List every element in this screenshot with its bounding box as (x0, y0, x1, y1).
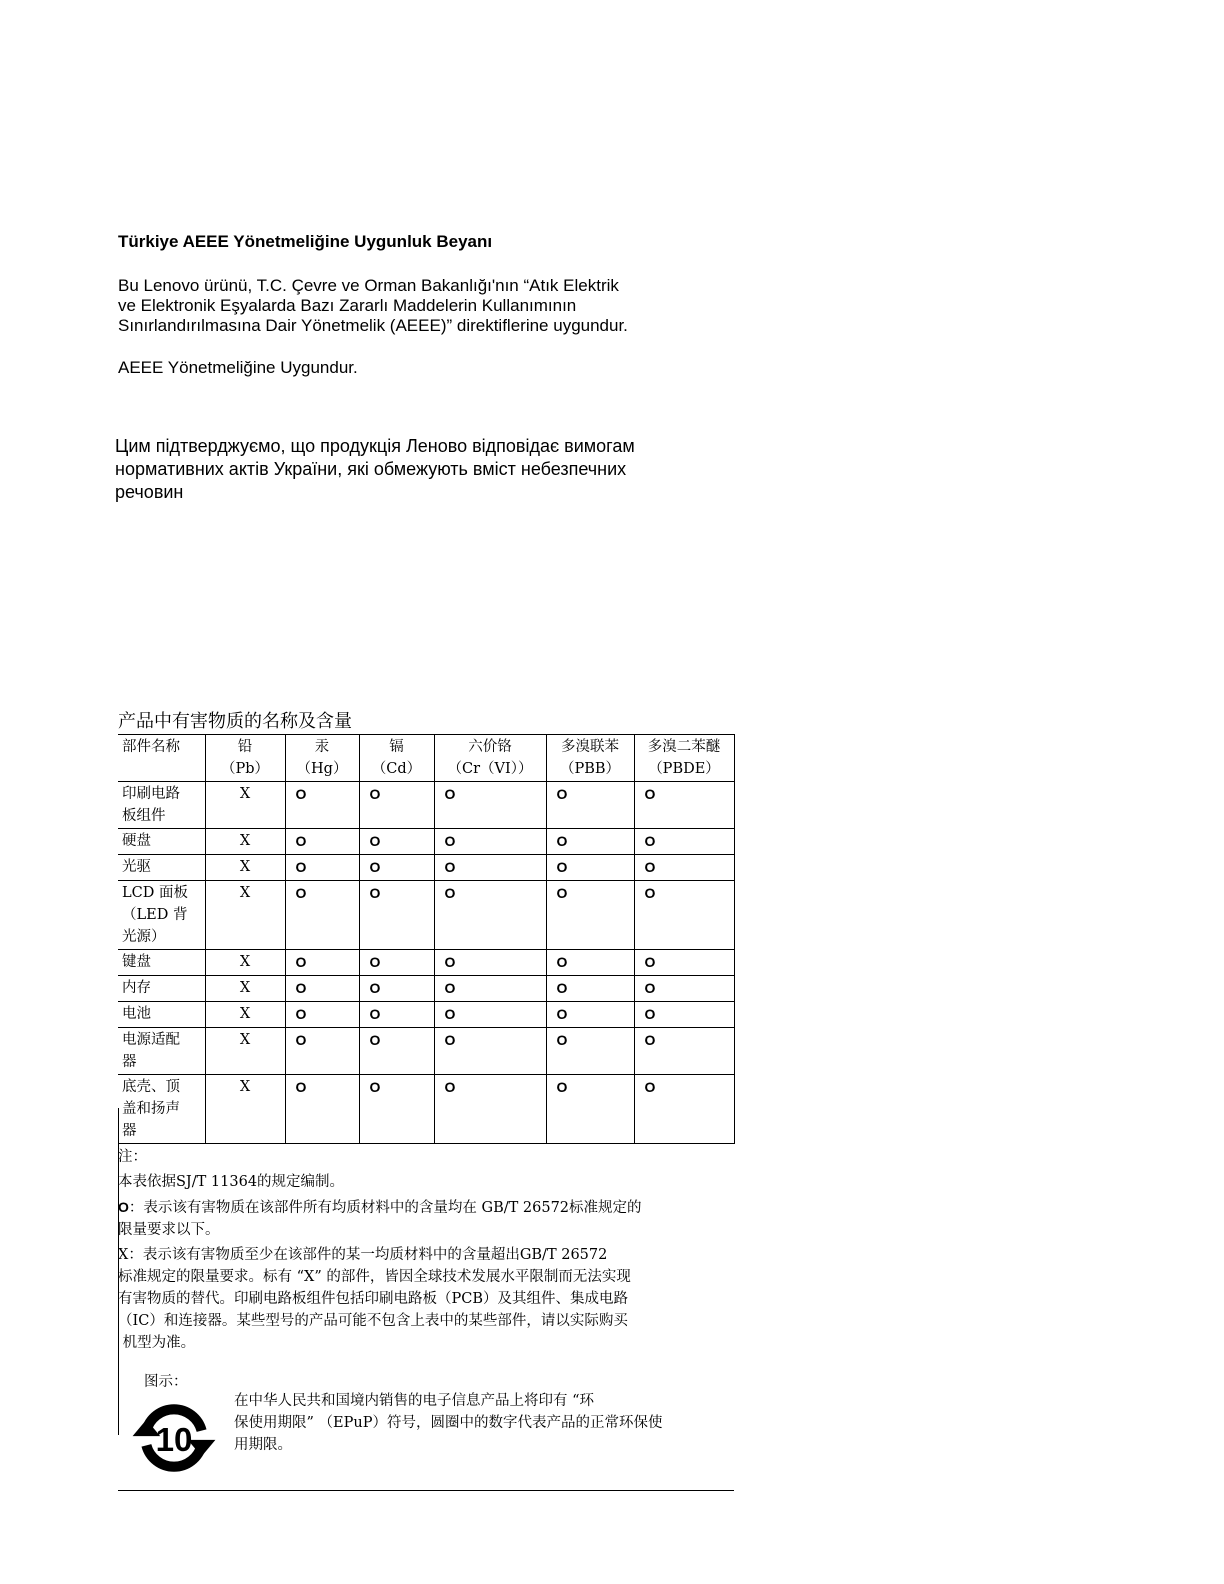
substance-value-cell (546, 1075, 634, 1144)
table-row (118, 881, 734, 950)
o-mark: O (295, 1079, 307, 1095)
o-mark: O (556, 1032, 568, 1048)
x-definition-line: 机型为准。 (118, 1335, 196, 1351)
o-mark: O (556, 1006, 568, 1022)
substance-value-cell (634, 881, 734, 950)
substance-value-cell (546, 950, 634, 976)
epup-legend (118, 1370, 734, 1491)
ukrainian-paragraph-line: речовин (115, 482, 184, 502)
o-mark: O (556, 885, 568, 901)
substance-value-cell (205, 881, 285, 950)
substance-value-cell (434, 829, 546, 855)
header-substance (634, 735, 734, 782)
part-name-line: 盖和扬声 (122, 1101, 180, 1117)
substance-value-cell (205, 829, 285, 855)
o-mark: O (369, 1032, 381, 1048)
china-rohs-section (118, 710, 734, 1491)
header-line: （Cd） (371, 761, 422, 777)
substance-value-cell (434, 1028, 546, 1075)
table-row (118, 950, 734, 976)
substance-value-cell (205, 1075, 285, 1144)
part-name-cell (118, 1075, 205, 1144)
substance-value-cell (359, 855, 434, 881)
header-line: （Pb） (220, 761, 270, 777)
header-line: （Hg） (296, 761, 348, 777)
o-mark: O (369, 954, 381, 970)
o-mark: O (295, 954, 307, 970)
part-name-cell (118, 829, 205, 855)
o-definition-line: 限量要求以下。 (118, 1222, 220, 1238)
legend-description (234, 1390, 724, 1456)
table-row (118, 1002, 734, 1028)
substance-value-cell (434, 1002, 546, 1028)
substance-value-cell (359, 782, 434, 829)
o-mark: O (644, 833, 656, 849)
table-row (118, 782, 734, 829)
part-name-cell (118, 950, 205, 976)
header-line: （Cr（VI）） (447, 761, 533, 777)
o-mark: O (444, 859, 456, 875)
header-line: 铅 (237, 739, 253, 755)
legend-line: 保使用期限” （EPuP）符号，圆圈中的数字代表产品的正常环保使 (234, 1415, 663, 1431)
o-mark: O (644, 1079, 656, 1095)
hazardous-substances-table (118, 734, 735, 1144)
header-substance (359, 735, 434, 782)
o-mark: O (556, 859, 568, 875)
table-notes (118, 1144, 734, 1354)
substance-value-cell (434, 950, 546, 976)
o-mark: O (644, 954, 656, 970)
substance-value-cell (546, 782, 634, 829)
substance-value-cell (285, 1075, 359, 1144)
substance-value-cell (359, 976, 434, 1002)
header-line: （PBDE） (648, 761, 720, 777)
o-mark: O (369, 980, 381, 996)
x-definition-line: 有害物质的替代。印刷电路板组件包括印刷电路板（PCB）及其组件、集成电路 (118, 1291, 629, 1307)
header-line: 多溴联苯 (561, 739, 619, 755)
header-substance (205, 735, 285, 782)
table-body (118, 782, 734, 1144)
part-name-cell (118, 881, 205, 950)
notes-basis: 本表依据SJ/T 11364的规定编制。 (118, 1174, 345, 1190)
o-mark: O (369, 885, 381, 901)
substance-value-cell (359, 881, 434, 950)
turkish-paragraph-line: Bu Lenovo ürünü, T.C. Çevre ve Orman Bakanlığı'nın “Atık Elektrik (118, 276, 619, 295)
ukrainian-paragraph-line: нормативних актів України, які обмежують вміст небезпечних (115, 459, 627, 479)
part-name-line: 电源适配 (122, 1032, 180, 1048)
header-line: （PBB） (559, 761, 621, 777)
o-mark: O (369, 1079, 381, 1095)
x-mark: X (239, 1032, 251, 1048)
x-mark: X (239, 954, 251, 970)
legend-line: 在中华人民共和国境内销售的电子信息产品上将印有 “环 (234, 1393, 595, 1409)
o-mark: O (369, 1006, 381, 1022)
substance-value-cell (359, 1028, 434, 1075)
header-part-name (118, 735, 205, 782)
table-row (118, 829, 734, 855)
legend-label: 图示： (144, 1374, 188, 1390)
substance-value-cell (285, 976, 359, 1002)
substance-value-cell (359, 829, 434, 855)
substance-value-cell (285, 1028, 359, 1075)
part-name-line: 光驱 (122, 859, 151, 875)
part-name-line: 底壳、顶 (122, 1079, 180, 1095)
substance-value-cell (359, 950, 434, 976)
header-line: 六价铬 (468, 739, 512, 755)
ukrainian-paragraph-line: Цим підтверджуємо, що продукція Леново відповідає вимогам (115, 436, 635, 456)
o-mark: O (444, 1079, 456, 1095)
turkish-paragraph-line: Sınırlandırılmasına Dair Yönetmelik (AEEE)” direktiflerine uygundur. (118, 316, 628, 335)
substance-value-cell (634, 1028, 734, 1075)
x-definition-line: （IC）和连接器。某些型号的产品可能不包含上表中的某些部件，请以实际购买 (118, 1313, 628, 1329)
part-name-line: 电池 (122, 1006, 151, 1022)
substance-value-cell (546, 1002, 634, 1028)
turkish-declaration-paragraph (118, 276, 628, 336)
legend-line: 用期限。 (234, 1437, 292, 1453)
x-mark: X (239, 980, 251, 996)
part-name-line: 光源） (122, 929, 166, 945)
substance-value-cell (359, 1075, 434, 1144)
substance-value-cell (634, 855, 734, 881)
substance-value-cell (546, 829, 634, 855)
substance-value-cell (205, 1002, 285, 1028)
substance-value-cell (434, 782, 546, 829)
header-substance (434, 735, 546, 782)
notes-x-definition (118, 1244, 734, 1354)
substance-value-cell (205, 976, 285, 1002)
o-mark: O (556, 954, 568, 970)
substance-value-cell (546, 855, 634, 881)
x-definition-line: X：表示该有害物质至少在该部件的某一均质材料中的含量超出GB/T 26572 (118, 1247, 608, 1263)
substance-value-cell (546, 881, 634, 950)
substance-value-cell (634, 1002, 734, 1028)
substance-value-cell (205, 782, 285, 829)
part-name-cell (118, 1002, 205, 1028)
o-mark: O (444, 1032, 456, 1048)
o-mark: O (444, 885, 456, 901)
part-name-line: 印刷电路 (122, 786, 180, 802)
o-mark: O (295, 859, 307, 875)
header-line: 多溴二苯醚 (647, 739, 721, 755)
o-mark: O (556, 833, 568, 849)
turkish-paragraph-line: ve Elektronik Eşyalarda Bazı Zararlı Maddelerin Kullanımının (118, 296, 577, 315)
o-mark: O (444, 980, 456, 996)
substance-value-cell (285, 829, 359, 855)
x-mark: X (239, 786, 251, 802)
epup-number: 10 (155, 1421, 193, 1459)
part-name-line: （LED 背 (122, 907, 188, 923)
o-mark: O (369, 833, 381, 849)
x-definition-line: 标准规定的限量要求。标有 “X” 的部件，皆因全球技术发展水平限制而无法实现 (118, 1269, 631, 1285)
substance-value-cell (546, 976, 634, 1002)
table-row (118, 1075, 734, 1144)
x-mark: X (239, 1079, 251, 1095)
substance-value-cell (285, 782, 359, 829)
substance-value-cell (634, 976, 734, 1002)
part-name-cell (118, 1028, 205, 1075)
part-name-line: 键盘 (122, 954, 151, 970)
turkish-conformity-statement: AEEE Yönetmeliğine Uygundur. (118, 358, 358, 377)
o-mark: O (556, 980, 568, 996)
table-row (118, 1028, 734, 1075)
substance-value-cell (205, 855, 285, 881)
part-name-cell (118, 782, 205, 829)
x-mark: X (239, 885, 251, 901)
china-rohs-title: 产品中有害物质的名称及含量 (118, 711, 352, 732)
header-line: 部件名称 (122, 739, 180, 755)
part-name-line: 板组件 (122, 808, 166, 824)
ukrainian-declaration-paragraph (115, 435, 635, 504)
o-mark: O (444, 1006, 456, 1022)
o-mark: O (295, 1032, 307, 1048)
o-mark: O (644, 1006, 656, 1022)
part-name-line: 器 (122, 1054, 137, 1070)
o-mark: O (644, 980, 656, 996)
part-name-line: 硬盘 (122, 833, 151, 849)
table-header-row (118, 735, 734, 782)
o-mark: O (295, 833, 307, 849)
o-mark: O (644, 885, 656, 901)
turkish-declaration-title: Türkiye AEEE Yönetmeliğine Uygunluk Beyanı (118, 232, 493, 251)
part-name-line: 器 (122, 1123, 137, 1139)
x-mark: X (239, 859, 251, 875)
substance-value-cell (634, 950, 734, 976)
header-substance (546, 735, 634, 782)
substance-value-cell (634, 829, 734, 855)
table-row (118, 855, 734, 881)
o-mark: O (444, 833, 456, 849)
o-mark: O (295, 980, 307, 996)
substance-value-cell (359, 1002, 434, 1028)
header-substance (285, 735, 359, 782)
x-mark: X (239, 833, 251, 849)
substance-value-cell (634, 782, 734, 829)
o-definition-line: ：表示该有害物质在该部件所有均质材料中的含量均在 GB/T 26572标准规定的 (128, 1200, 642, 1216)
header-line: 镉 (389, 739, 404, 755)
substance-value-cell (546, 1028, 634, 1075)
part-name-cell (118, 976, 205, 1002)
substance-value-cell (434, 881, 546, 950)
substance-value-cell (285, 855, 359, 881)
table-row (118, 976, 734, 1002)
part-name-line: 内存 (122, 980, 151, 996)
substance-value-cell (285, 950, 359, 976)
substance-value-cell (285, 1002, 359, 1028)
o-marker: O (118, 1199, 129, 1215)
substance-value-cell (434, 1075, 546, 1144)
part-name-line: LCD 面板 (122, 885, 188, 901)
epup-10-years-icon (128, 1392, 220, 1484)
o-mark: O (556, 786, 568, 802)
substance-value-cell (205, 950, 285, 976)
o-mark: O (644, 859, 656, 875)
part-name-cell (118, 855, 205, 881)
substance-value-cell (205, 1028, 285, 1075)
substance-value-cell (434, 976, 546, 1002)
o-mark: O (295, 885, 307, 901)
o-mark: O (556, 1079, 568, 1095)
substance-value-cell (434, 855, 546, 881)
substance-value-cell (634, 1075, 734, 1144)
header-line: 汞 (314, 739, 330, 755)
o-mark: O (295, 786, 307, 802)
notes-o-definition (118, 1196, 734, 1241)
o-mark: O (644, 1032, 656, 1048)
o-mark: O (444, 954, 456, 970)
o-mark: O (369, 786, 381, 802)
o-mark: O (444, 786, 456, 802)
o-mark: O (369, 859, 381, 875)
notes-heading: 注： (118, 1149, 147, 1165)
o-mark: O (295, 1006, 307, 1022)
substance-value-cell (285, 881, 359, 950)
o-mark: O (644, 786, 656, 802)
x-mark: X (239, 1006, 251, 1022)
